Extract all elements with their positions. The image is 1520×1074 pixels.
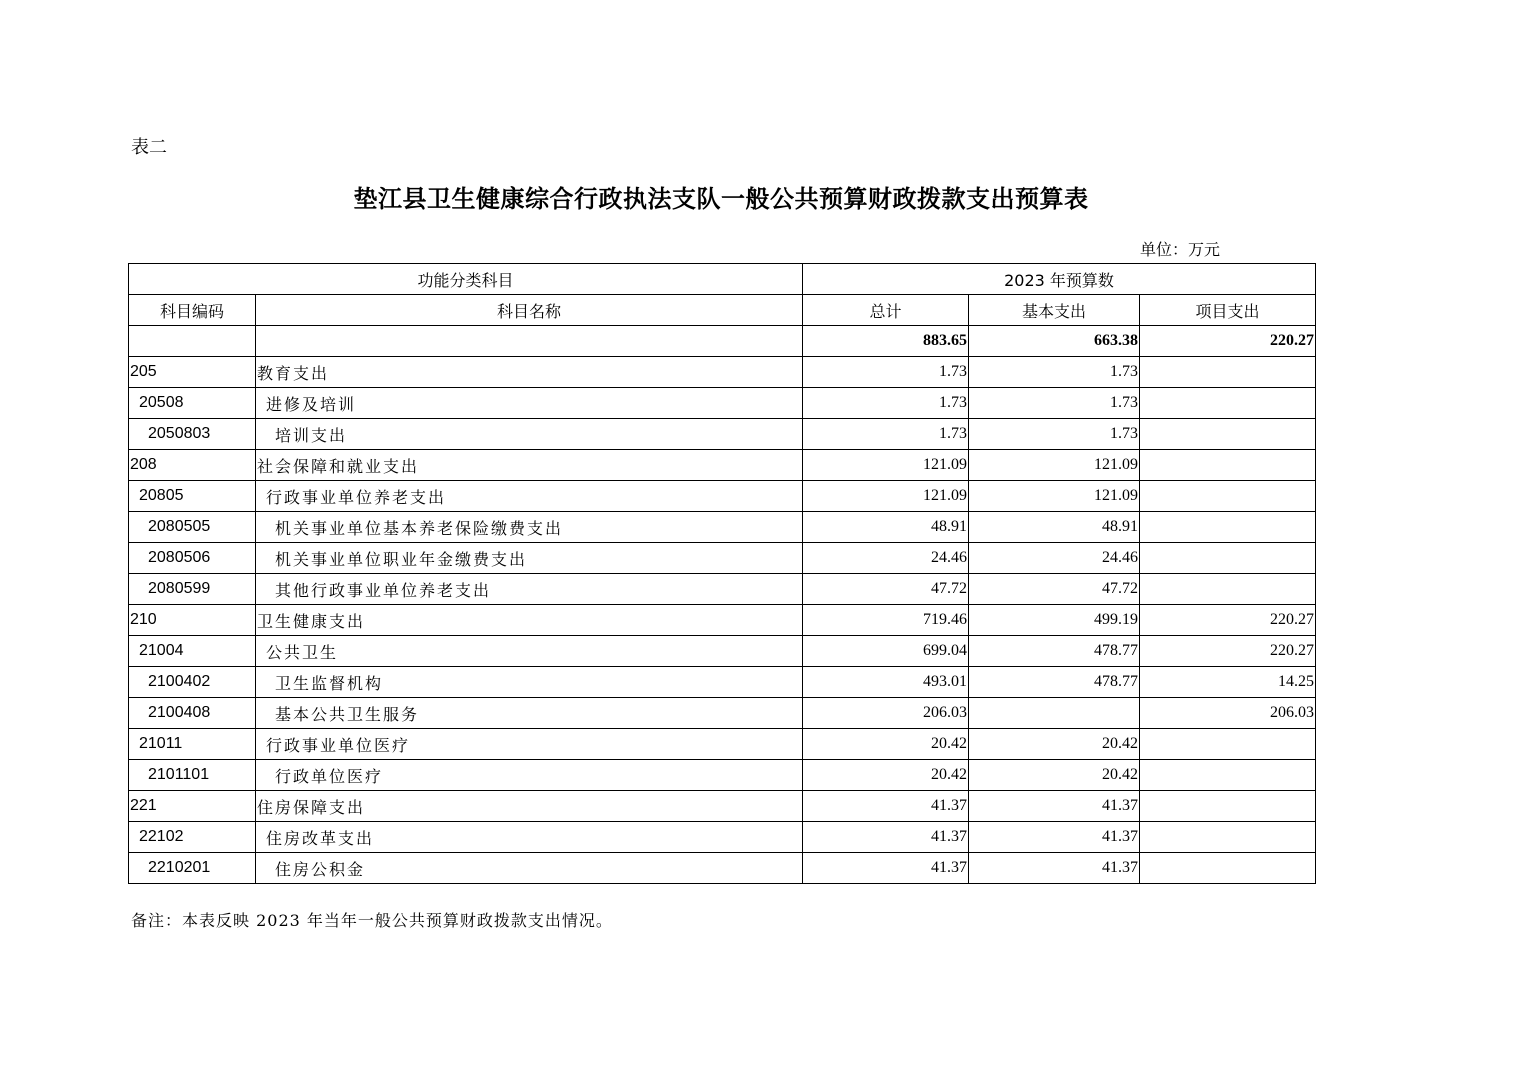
header-functional-category: 功能分类科目 bbox=[129, 264, 803, 295]
table-row bbox=[129, 419, 1316, 450]
row-project bbox=[1140, 543, 1316, 574]
row-basic: 47.72 bbox=[969, 574, 1140, 605]
row-project bbox=[1140, 450, 1316, 481]
row-name: 行政事业单位养老支出 bbox=[256, 481, 803, 512]
row-name: 公共卫生 bbox=[256, 636, 803, 667]
row-project bbox=[1140, 853, 1316, 884]
table-row bbox=[129, 698, 1316, 729]
header-budget-year: 2023 年预算数 bbox=[803, 264, 1316, 295]
table-row bbox=[129, 481, 1316, 512]
row-code: 20805 bbox=[129, 481, 256, 512]
header-group-row bbox=[129, 264, 1316, 295]
totals-basic: 663.38 bbox=[969, 326, 1140, 357]
table-row bbox=[129, 636, 1316, 667]
row-basic bbox=[969, 698, 1140, 729]
row-name: 住房改革支出 bbox=[256, 822, 803, 853]
row-project bbox=[1140, 481, 1316, 512]
page-title: 垫江县卫生健康综合行政执法支队一般公共预算财政拨款支出预算表 bbox=[353, 184, 1089, 213]
row-project: 220.27 bbox=[1140, 636, 1316, 667]
row-name: 行政单位医疗 bbox=[256, 760, 803, 791]
row-basic: 24.46 bbox=[969, 543, 1140, 574]
row-name: 住房保障支出 bbox=[256, 791, 803, 822]
table-row bbox=[129, 450, 1316, 481]
row-basic: 121.09 bbox=[969, 481, 1140, 512]
row-project bbox=[1140, 357, 1316, 388]
header-name: 科目名称 bbox=[256, 295, 803, 326]
row-name: 行政事业单位医疗 bbox=[256, 729, 803, 760]
row-code: 205 bbox=[129, 357, 256, 388]
row-project bbox=[1140, 388, 1316, 419]
footnote: 备注：本表反映 2023 年当年一般公共预算财政拨款支出情况。 bbox=[131, 911, 613, 930]
row-project bbox=[1140, 729, 1316, 760]
row-code: 22102 bbox=[129, 822, 256, 853]
table-row bbox=[129, 822, 1316, 853]
row-total: 493.01 bbox=[803, 667, 969, 698]
row-name: 基本公共卫生服务 bbox=[256, 698, 803, 729]
row-name: 机关事业单位基本养老保险缴费支出 bbox=[256, 512, 803, 543]
row-project bbox=[1140, 512, 1316, 543]
row-basic: 41.37 bbox=[969, 822, 1140, 853]
row-project bbox=[1140, 822, 1316, 853]
row-total: 699.04 bbox=[803, 636, 969, 667]
header-column-row bbox=[129, 295, 1316, 326]
row-total: 206.03 bbox=[803, 698, 969, 729]
row-basic: 20.42 bbox=[969, 760, 1140, 791]
row-total: 24.46 bbox=[803, 543, 969, 574]
table-label: 表二 bbox=[131, 137, 167, 158]
row-name: 其他行政事业单位养老支出 bbox=[256, 574, 803, 605]
row-code: 2100402 bbox=[129, 667, 256, 698]
table-row bbox=[129, 729, 1316, 760]
row-name: 机关事业单位职业年金缴费支出 bbox=[256, 543, 803, 574]
table-row bbox=[129, 667, 1316, 698]
row-total: 1.73 bbox=[803, 357, 969, 388]
row-project bbox=[1140, 760, 1316, 791]
row-basic: 478.77 bbox=[969, 636, 1140, 667]
row-code: 2101101 bbox=[129, 760, 256, 791]
row-code: 2100408 bbox=[129, 698, 256, 729]
row-code: 21004 bbox=[129, 636, 256, 667]
table-row bbox=[129, 574, 1316, 605]
row-name: 社会保障和就业支出 bbox=[256, 450, 803, 481]
table-row bbox=[129, 853, 1316, 884]
row-basic: 48.91 bbox=[969, 512, 1140, 543]
table-row bbox=[129, 760, 1316, 791]
totals-name bbox=[256, 326, 803, 357]
row-basic: 41.37 bbox=[969, 853, 1140, 884]
totals-project: 220.27 bbox=[1140, 326, 1316, 357]
row-code: 2080506 bbox=[129, 543, 256, 574]
header-basic: 基本支出 bbox=[969, 295, 1140, 326]
row-name: 教育支出 bbox=[256, 357, 803, 388]
row-total: 48.91 bbox=[803, 512, 969, 543]
row-basic: 1.73 bbox=[969, 388, 1140, 419]
table-row bbox=[129, 543, 1316, 574]
row-name: 进修及培训 bbox=[256, 388, 803, 419]
totals-total: 883.65 bbox=[803, 326, 969, 357]
table-row bbox=[129, 512, 1316, 543]
row-code: 210 bbox=[129, 605, 256, 636]
row-name: 卫生健康支出 bbox=[256, 605, 803, 636]
row-project: 14.25 bbox=[1140, 667, 1316, 698]
row-total: 1.73 bbox=[803, 419, 969, 450]
row-total: 121.09 bbox=[803, 450, 969, 481]
row-code: 2080505 bbox=[129, 512, 256, 543]
row-project: 206.03 bbox=[1140, 698, 1316, 729]
row-basic: 1.73 bbox=[969, 357, 1140, 388]
row-code: 221 bbox=[129, 791, 256, 822]
row-name: 住房公积金 bbox=[256, 853, 803, 884]
row-total: 121.09 bbox=[803, 481, 969, 512]
table-row bbox=[129, 357, 1316, 388]
row-total: 41.37 bbox=[803, 822, 969, 853]
row-basic: 121.09 bbox=[969, 450, 1140, 481]
row-code: 2080599 bbox=[129, 574, 256, 605]
totals-code bbox=[129, 326, 256, 357]
table-row bbox=[129, 791, 1316, 822]
row-total: 1.73 bbox=[803, 388, 969, 419]
table-row bbox=[129, 605, 1316, 636]
row-code: 2210201 bbox=[129, 853, 256, 884]
row-basic: 20.42 bbox=[969, 729, 1140, 760]
row-basic: 1.73 bbox=[969, 419, 1140, 450]
row-project: 220.27 bbox=[1140, 605, 1316, 636]
row-code: 21011 bbox=[129, 729, 256, 760]
header-project: 项目支出 bbox=[1140, 295, 1316, 326]
row-basic: 478.77 bbox=[969, 667, 1140, 698]
row-project bbox=[1140, 791, 1316, 822]
row-total: 719.46 bbox=[803, 605, 969, 636]
row-total: 41.37 bbox=[803, 853, 969, 884]
row-total: 41.37 bbox=[803, 791, 969, 822]
row-basic: 41.37 bbox=[969, 791, 1140, 822]
row-total: 20.42 bbox=[803, 729, 969, 760]
row-project bbox=[1140, 574, 1316, 605]
row-code: 20508 bbox=[129, 388, 256, 419]
budget-table bbox=[128, 263, 1316, 884]
row-name: 培训支出 bbox=[256, 419, 803, 450]
row-total: 47.72 bbox=[803, 574, 969, 605]
row-project bbox=[1140, 419, 1316, 450]
row-code: 2050803 bbox=[129, 419, 256, 450]
totals-row bbox=[129, 326, 1316, 357]
table-row bbox=[129, 388, 1316, 419]
row-name: 卫生监督机构 bbox=[256, 667, 803, 698]
unit-label: 单位：万元 bbox=[1140, 240, 1221, 259]
header-code: 科目编码 bbox=[129, 295, 256, 326]
row-code: 208 bbox=[129, 450, 256, 481]
header-total: 总计 bbox=[803, 295, 969, 326]
row-basic: 499.19 bbox=[969, 605, 1140, 636]
row-total: 20.42 bbox=[803, 760, 969, 791]
